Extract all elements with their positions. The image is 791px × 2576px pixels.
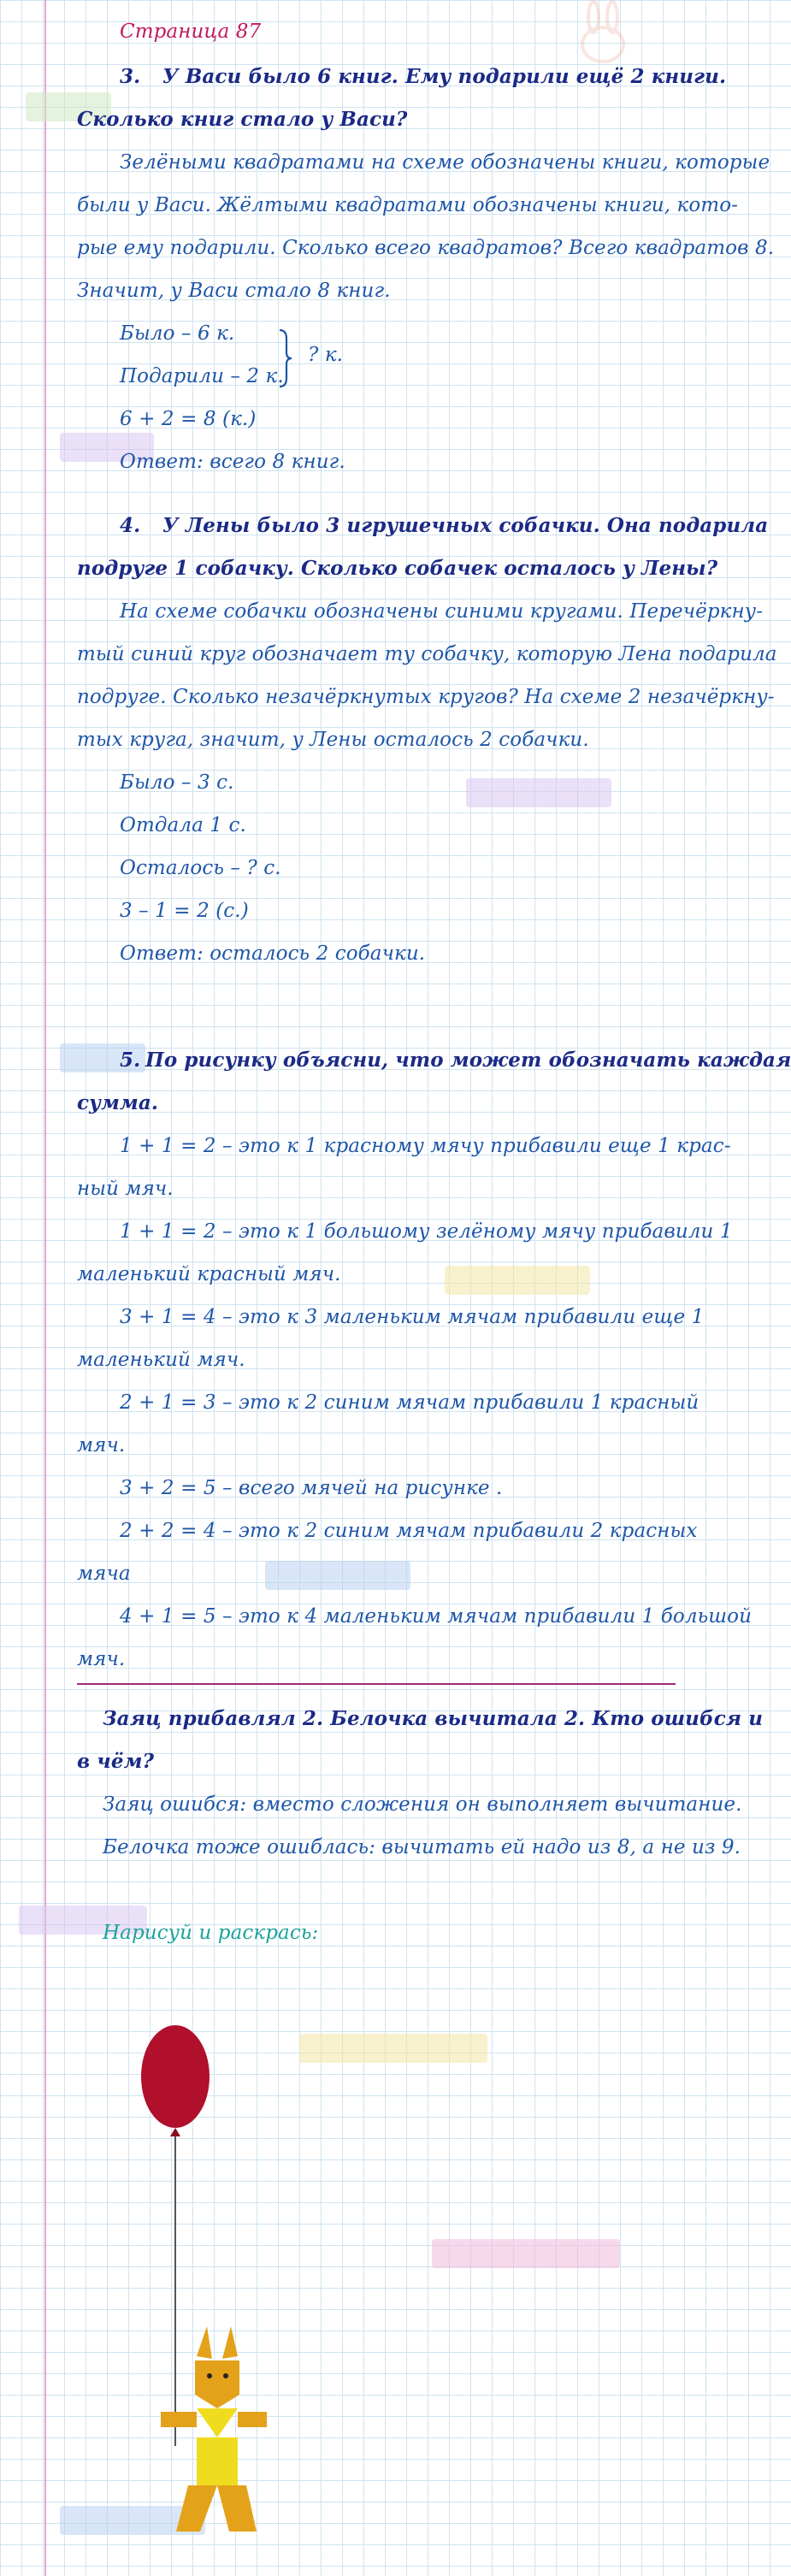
- task5-line12: 4 + 1 = 5 – это к 4 маленьким мячам прибавили 1 большой: [120, 1605, 752, 1628]
- torso: [197, 2437, 238, 2485]
- task3-body-line4: Значит, у Васи стало 8 книг.: [77, 280, 391, 302]
- task3-body-line2: были у Васи. Жёлтыми квадратами обозначены книги, кото-: [77, 194, 739, 216]
- left-arm: [161, 2412, 197, 2427]
- task6-title-line2: в чём?: [77, 1750, 155, 1773]
- task4-number: 4.: [120, 514, 141, 537]
- task6-body-line1: Заяц ошибся: вместо сложения он выполняет вычитание.: [103, 1793, 742, 1816]
- task3-title-line2: Сколько книг стало у Васи?: [77, 108, 408, 131]
- task4-left: Осталось – ? с.: [120, 857, 281, 879]
- task5-line13: мяч.: [77, 1648, 126, 1670]
- draw-label: Нарисуй и раскрась:: [103, 1922, 319, 1944]
- right-arm: [238, 2412, 267, 2427]
- task5-line6: маленький мяч.: [77, 1349, 245, 1371]
- left-leg: [176, 2485, 217, 2532]
- task5-line4: маленький красный мяч.: [77, 1263, 341, 1285]
- chest: [197, 2408, 238, 2437]
- task5-title-line1: По рисунку объясни, что может обозначать каждая: [145, 1049, 791, 1072]
- task5-line2: ный мяч.: [77, 1178, 174, 1200]
- task5-line9: 3 + 2 = 5 – всего мячей на рисунке .: [120, 1477, 503, 1499]
- task6-title-line1: Заяц прибавлял 2. Белочка вычитала 2. Кто ошибся и: [103, 1707, 764, 1730]
- task5-line10: 2 + 2 = 4 – это к 2 синим мячам прибавили 2 красных: [120, 1520, 698, 1542]
- balloon-knot: [170, 2128, 180, 2136]
- task5-number: 5.: [120, 1049, 141, 1072]
- head: [195, 2360, 239, 2408]
- task4-body-line2: тый синий круг обозначает ту собачку, которую Лена подарила: [77, 643, 777, 665]
- task3-equation: 6 + 2 = 8 (к.): [120, 408, 257, 430]
- task3-number: 3.: [120, 65, 141, 88]
- page-header: Страница 87: [120, 21, 262, 43]
- brace-icon: [278, 328, 293, 388]
- task5-line3: 1 + 1 = 2 – это к 1 большому зелёному мячу прибавили 1: [120, 1220, 733, 1243]
- task3-scheme-gift: Подарили – 2 к.: [120, 365, 284, 387]
- task5-line5: 3 + 1 = 4 – это к 3 маленьким мячам прибавили еще 1: [120, 1306, 705, 1328]
- task4-equation: 3 – 1 = 2 (с.): [120, 900, 249, 922]
- task3-body-line3: рые ему подарили. Сколько всего квадратов? Всего квадратов 8.: [77, 237, 775, 259]
- task4-body-line4: тых круга, значит, у Лены осталось 2 собачки.: [77, 729, 589, 751]
- task5-line1: 1 + 1 = 2 – это к 1 красному мячу прибавили еще 1 крас-: [120, 1135, 731, 1157]
- task3-title-line1: У Васи было 6 книг. Ему подарили ещё 2 книги.: [162, 65, 727, 88]
- balloon: [141, 2025, 210, 2128]
- task5-line8: мяч.: [77, 1434, 126, 1456]
- task4-title-line1: У Лены было 3 игрушечных собачки. Она подарила: [162, 514, 769, 537]
- task4-body-line1: На схеме собачки обозначены синими кругами. Перечёркну-: [120, 600, 764, 623]
- right-ear: [222, 2326, 238, 2359]
- task3-answer: Ответ: всего 8 книг.: [120, 451, 345, 473]
- section-divider: [77, 1683, 676, 1685]
- task5-line11: мяча: [77, 1563, 131, 1585]
- task3-scheme-was: Было – 6 к.: [120, 322, 235, 345]
- balloon-figure-drawing: [128, 2018, 274, 2574]
- right-leg: [217, 2485, 257, 2532]
- task4-answer: Ответ: осталось 2 собачки.: [120, 942, 426, 965]
- eye-right: [223, 2373, 228, 2378]
- task5-line7: 2 + 1 = 3 – это к 2 синим мячам прибавили 1 красный: [120, 1391, 700, 1414]
- task4-was: Было – 3 с.: [120, 771, 234, 794]
- task5-title-line2: сумма.: [77, 1091, 159, 1114]
- task6-body-line2: Белочка тоже ошиблась: вычитать ей надо из 8, а не из 9.: [103, 1836, 741, 1858]
- task4-body-line3: подруге. Сколько незачёркнутых кругов? На схеме 2 незачёркну-: [77, 686, 775, 708]
- task3-scheme-total: ? к.: [308, 344, 344, 366]
- left-ear: [197, 2326, 212, 2359]
- task4-gave: Отдала 1 с.: [120, 814, 246, 836]
- eye-left: [207, 2373, 212, 2378]
- task3-body-line1: Зелёными квадратами на схеме обозначены книги, которые: [120, 151, 770, 174]
- task4-title-line2: подруге 1 собачку. Сколько собачек осталось у Лены?: [77, 557, 718, 580]
